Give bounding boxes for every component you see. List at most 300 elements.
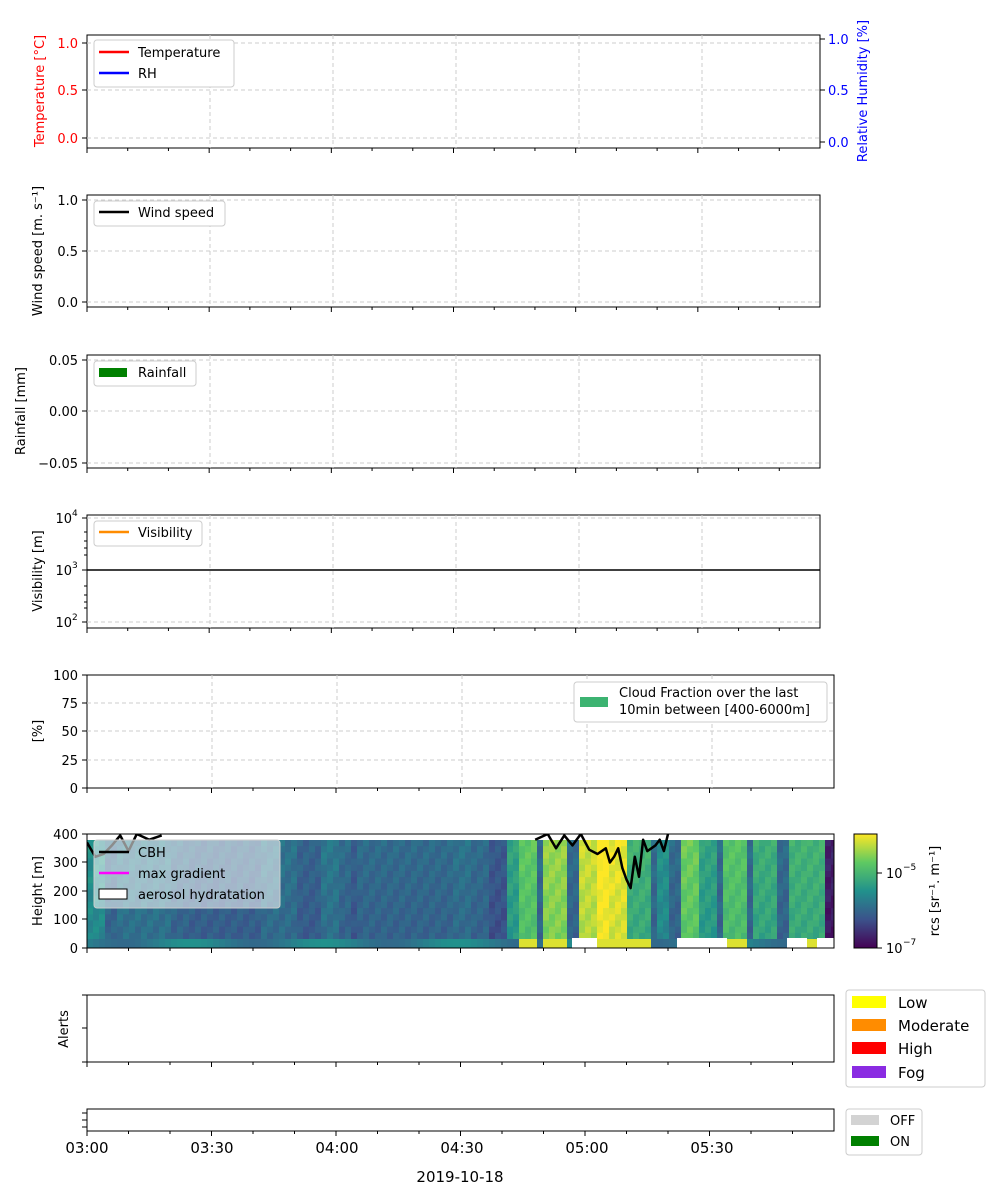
heatmap-cell [357, 914, 364, 921]
heatmap-cell [807, 877, 814, 884]
heatmap-cell [411, 920, 418, 927]
heatmap-cell [687, 927, 694, 934]
heatmap-cell [597, 896, 604, 903]
heatmap-cell [351, 840, 358, 847]
heatmap-cell [543, 871, 550, 878]
aerosol-hydratation-block [677, 938, 727, 948]
heatmap-cell [399, 896, 406, 903]
heatmap-cell [711, 914, 718, 921]
heatmap-cell [255, 914, 262, 921]
heatmap-cell [393, 846, 400, 853]
heatmap-cell [717, 871, 724, 878]
heatmap-cell [765, 846, 772, 853]
heatmap-cell [93, 914, 100, 921]
heatmap-cell [705, 896, 712, 903]
heatmap-cell [825, 896, 832, 903]
colorbar-tick-exponent: −7 [903, 938, 917, 948]
heatmap-cell [369, 852, 376, 859]
heatmap-cell [537, 883, 544, 890]
heatmap-cell [705, 902, 712, 909]
heatmap-cell [639, 914, 646, 921]
heatmap-cell [555, 871, 562, 878]
heatmap-cell [579, 871, 586, 878]
colorbar-tick-label: 10 [886, 867, 903, 882]
heatmap-cell [789, 883, 796, 890]
heatmap-cell [699, 883, 706, 890]
heatmap-cell [765, 933, 772, 940]
heatmap-cell [807, 846, 814, 853]
visibility-tick-label: 10 [55, 564, 72, 579]
heatmap-cell [747, 877, 754, 884]
heatmap-cell [297, 877, 304, 884]
heatmap-cell [447, 840, 454, 847]
heatmap-cell [351, 846, 358, 853]
heatmap-cell [273, 927, 280, 934]
heatmap-cell [393, 927, 400, 934]
heatmap-cell [447, 890, 454, 897]
panel-status-frame [87, 1109, 834, 1131]
heatmap-cell [303, 852, 310, 859]
heatmap-cell [159, 933, 166, 940]
cloud-fraction-tick-label: 75 [61, 697, 78, 712]
heatmap-cell [447, 883, 454, 890]
heatmap-cell [585, 883, 592, 890]
heatmap-cell [519, 933, 526, 940]
heatmap-cell [597, 939, 604, 948]
heatmap-cell [519, 927, 526, 934]
heatmap-cell [561, 920, 568, 927]
heatmap-cell [525, 908, 532, 915]
heatmap-cell [807, 896, 814, 903]
heatmap-cell [807, 920, 814, 927]
heatmap-cell [753, 908, 760, 915]
heatmap-cell [579, 846, 586, 853]
heatmap-cell [705, 846, 712, 853]
heatmap-cell [645, 927, 652, 934]
heatmap-cell [609, 914, 616, 921]
heatmap-cell [129, 914, 136, 921]
heatmap-cell [345, 933, 352, 940]
heatmap-cell [261, 939, 268, 948]
heatmap-cell [471, 859, 478, 866]
heatmap-cell [87, 927, 94, 934]
heatmap-cell [771, 859, 778, 866]
heatmap-cell [747, 883, 754, 890]
heatmap-cell [87, 933, 94, 940]
heatmap-cell [765, 908, 772, 915]
heatmap-cell [591, 902, 598, 909]
heatmap-cell [705, 865, 712, 872]
heatmap-cell [495, 883, 502, 890]
heatmap-cell [693, 883, 700, 890]
heatmap-cell [141, 914, 148, 921]
heatmap-cell [597, 877, 604, 884]
heatmap-cell [747, 908, 754, 915]
heatmap-cell [297, 902, 304, 909]
heatmap-cell [729, 871, 736, 878]
heatmap-cell [531, 896, 538, 903]
heatmap-cell [471, 908, 478, 915]
heatmap-cell [435, 927, 442, 934]
heatmap-cell [285, 908, 292, 915]
heatmap-cell [765, 852, 772, 859]
heatmap-cell [693, 896, 700, 903]
heatmap-cell [669, 902, 676, 909]
heatmap-cell [291, 908, 298, 915]
heatmap-cell [363, 852, 370, 859]
heatmap-cell [807, 914, 814, 921]
heatmap-cell [117, 914, 124, 921]
heatmap-cell [795, 877, 802, 884]
heatmap-cell [399, 877, 406, 884]
heatmap-cell [129, 933, 136, 940]
heatmap-cell [675, 871, 682, 878]
heatmap-cell [327, 890, 334, 897]
heatmap-cell [531, 859, 538, 866]
heatmap-cell [459, 865, 466, 872]
heatmap-cell [351, 933, 358, 940]
heatmap-cell [117, 908, 124, 915]
heatmap-cell [369, 840, 376, 847]
heatmap-cell [483, 859, 490, 866]
legend-cloud-fraction-swatch [580, 697, 608, 707]
heatmap-cell [603, 933, 610, 940]
heatmap-cell [363, 902, 370, 909]
heatmap-cell [531, 908, 538, 915]
heatmap-cell [459, 877, 466, 884]
heatmap-cell [675, 859, 682, 866]
heatmap-cell [309, 939, 316, 948]
heatmap-cell [555, 908, 562, 915]
heatmap-cell [693, 859, 700, 866]
heatmap-cell [591, 883, 598, 890]
heatmap-cell [699, 859, 706, 866]
heatmap-cell [741, 908, 748, 915]
heatmap-cell [597, 933, 604, 940]
heatmap-cell [453, 846, 460, 853]
heatmap-cell [513, 883, 520, 890]
heatmap-cell [519, 877, 526, 884]
heatmap-cell [99, 939, 106, 948]
heatmap-cell [309, 865, 316, 872]
heatmap-cell [477, 859, 484, 866]
heatmap-cell [99, 908, 106, 915]
heatmap-cell [537, 914, 544, 921]
heatmap-cell [789, 846, 796, 853]
heatmap-cell [675, 846, 682, 853]
heatmap-cell [471, 902, 478, 909]
heatmap-cell [381, 927, 388, 934]
heatmap-cell [807, 908, 814, 915]
heatmap-cell [339, 840, 346, 847]
rh-tick-label: 0.0 [828, 136, 849, 151]
heatmap-cell [483, 939, 490, 948]
legend-rain-label: Rainfall [138, 366, 187, 381]
visibility-tick-label: 10 [55, 616, 72, 631]
heatmap-cell [567, 852, 574, 859]
heatmap-cell [729, 865, 736, 872]
heatmap-cell [219, 927, 226, 934]
heatmap-cell [423, 883, 430, 890]
heatmap-cell [489, 877, 496, 884]
heatmap-cell [819, 871, 826, 878]
heatmap-cell [663, 902, 670, 909]
heatmap-cell [165, 908, 172, 915]
heatmap-cell [693, 914, 700, 921]
heatmap-cell [399, 933, 406, 940]
heatmap-cell [291, 890, 298, 897]
heatmap-cell [771, 877, 778, 884]
heatmap-cell [699, 896, 706, 903]
heatmap-cell [753, 933, 760, 940]
heatmap-cell [381, 859, 388, 866]
heatmap-cell [669, 927, 676, 934]
heatmap-cell [183, 914, 190, 921]
heatmap-cell [645, 908, 652, 915]
heatmap-cell [753, 920, 760, 927]
heatmap-cell [321, 852, 328, 859]
heatmap-cell [729, 896, 736, 903]
heatmap-cell [723, 902, 730, 909]
heatmap-cell [363, 908, 370, 915]
heatmap-cell [327, 939, 334, 948]
heatmap-cell [333, 914, 340, 921]
heatmap-cell [387, 927, 394, 934]
heatmap-cell [309, 914, 316, 921]
heatmap-cell [627, 890, 634, 897]
heatmap-cell [561, 896, 568, 903]
heatmap-cell [471, 933, 478, 940]
heatmap-cell [237, 939, 244, 948]
heatmap-cell [801, 871, 808, 878]
heatmap-cell [159, 914, 166, 921]
heatmap-cell [447, 908, 454, 915]
heatmap-cell [285, 939, 292, 948]
heatmap-cell [411, 840, 418, 847]
heatmap-cell [711, 840, 718, 847]
heatmap-cell [489, 920, 496, 927]
heatmap-cell [333, 939, 340, 948]
heatmap-cell [699, 902, 706, 909]
heatmap-cell [165, 920, 172, 927]
heatmap-cell [201, 927, 208, 934]
heatmap-cell [231, 920, 238, 927]
heatmap-cell [453, 933, 460, 940]
heatmap-cell [675, 927, 682, 934]
heatmap-cell [309, 927, 316, 934]
heatmap-cell [435, 852, 442, 859]
rh-axis-label: Relative Humidity [%] [856, 19, 871, 163]
heatmap-cell [741, 865, 748, 872]
heatmap-cell [477, 865, 484, 872]
heatmap-nodata [87, 834, 834, 840]
heatmap-cell [735, 914, 742, 921]
legend-cloud-fraction-label-line2: 10min between [400-6000m] [619, 703, 810, 718]
heatmap-cell [351, 927, 358, 934]
heatmap-cell [387, 883, 394, 890]
heatmap-cell [459, 883, 466, 890]
heatmap-cell [309, 933, 316, 940]
heatmap-cell [123, 927, 130, 934]
heatmap-cell [513, 920, 520, 927]
heatmap-cell [387, 840, 394, 847]
heatmap-cell [351, 877, 358, 884]
heatmap-cell [663, 865, 670, 872]
heatmap-cell [585, 865, 592, 872]
heatmap-cell [465, 890, 472, 897]
heatmap-cell [129, 908, 136, 915]
heatmap-cell [285, 877, 292, 884]
heatmap-cell [483, 846, 490, 853]
legend-wind [94, 201, 225, 226]
heatmap-cell [327, 865, 334, 872]
heatmap-cell [399, 840, 406, 847]
heatmap-cell [693, 920, 700, 927]
heatmap-cell [555, 939, 562, 948]
heatmap-cell [285, 890, 292, 897]
heatmap-cell [111, 939, 118, 948]
heatmap-cell [777, 933, 784, 940]
heatmap-cell [639, 933, 646, 940]
heatmap-cell [495, 908, 502, 915]
heatmap-cell [375, 914, 382, 921]
heatmap-cell [729, 920, 736, 927]
heatmap-cell [459, 840, 466, 847]
heatmap-cell [741, 896, 748, 903]
heatmap-cell [303, 908, 310, 915]
heatmap-cell [519, 852, 526, 859]
heatmap-cell [717, 877, 724, 884]
heatmap-cell [291, 902, 298, 909]
heatmap-cell [489, 896, 496, 903]
visibility-tick-label: 10 [55, 512, 72, 527]
heatmap-cell [237, 933, 244, 940]
heatmap-cell [603, 877, 610, 884]
height-tick-label: 400 [53, 828, 78, 843]
heatmap-cell [339, 939, 346, 948]
heatmap-cell [417, 920, 424, 927]
heatmap-cell [693, 908, 700, 915]
heatmap-cell [219, 920, 226, 927]
heatmap-cell [651, 890, 658, 897]
heatmap-cell [513, 871, 520, 878]
heatmap-cell [669, 883, 676, 890]
heatmap-cell [639, 920, 646, 927]
heatmap-cell [393, 859, 400, 866]
heatmap-cell [627, 927, 634, 934]
heatmap-cell [321, 877, 328, 884]
heatmap-cell [651, 883, 658, 890]
heatmap-cell [327, 883, 334, 890]
legend-fog-label: Fog [898, 1064, 925, 1082]
heatmap-cell [819, 852, 826, 859]
heatmap-cell [537, 865, 544, 872]
heatmap-cell [657, 883, 664, 890]
heatmap-cell [411, 902, 418, 909]
heatmap-cell [489, 927, 496, 934]
heatmap-cell [483, 852, 490, 859]
heatmap-cell [291, 859, 298, 866]
heatmap-cell [819, 883, 826, 890]
heatmap-cell [789, 908, 796, 915]
heatmap-cell [183, 908, 190, 915]
heatmap-cell [579, 852, 586, 859]
heatmap-cell [477, 902, 484, 909]
heatmap-cell [723, 883, 730, 890]
heatmap-cell [231, 908, 238, 915]
heatmap-cell [543, 840, 550, 847]
heatmap-cell [327, 920, 334, 927]
heatmap-cell [495, 890, 502, 897]
heatmap-cell [507, 933, 514, 940]
heatmap-cell [585, 859, 592, 866]
heatmap-cell [465, 877, 472, 884]
heatmap-cell [399, 846, 406, 853]
heatmap-cell [549, 871, 556, 878]
heatmap-cell [207, 914, 214, 921]
heatmap-cell [651, 865, 658, 872]
heatmap-cell [549, 877, 556, 884]
heatmap-cell [309, 908, 316, 915]
heatmap-cell [381, 865, 388, 872]
heatmap-cell [489, 883, 496, 890]
visibility-axis-label: Visibility [m] [31, 530, 46, 612]
heatmap-cell [585, 908, 592, 915]
heatmap-cell [207, 927, 214, 934]
heatmap-cell [321, 914, 328, 921]
heatmap-cell [429, 890, 436, 897]
heatmap-cell [777, 852, 784, 859]
heatmap-cell [609, 871, 616, 878]
heatmap-cell [777, 865, 784, 872]
heatmap-cell [801, 927, 808, 934]
heatmap-cell [423, 865, 430, 872]
x-tick-label: 04:30 [440, 1139, 484, 1157]
heatmap-cell [345, 920, 352, 927]
heatmap-cell [729, 902, 736, 909]
heatmap-cell [153, 933, 160, 940]
heatmap-cell [711, 883, 718, 890]
heatmap-cell [645, 852, 652, 859]
heatmap-cell [183, 939, 190, 948]
heatmap-cell [351, 865, 358, 872]
heatmap-cell [357, 840, 364, 847]
heatmap-cell [537, 933, 544, 940]
heatmap-cell [495, 852, 502, 859]
heatmap-cell [87, 890, 94, 897]
heatmap-cell [801, 846, 808, 853]
heatmap-cell [243, 939, 250, 948]
heatmap-cell [567, 927, 574, 934]
heatmap-cell [375, 896, 382, 903]
heatmap-cell [825, 914, 832, 921]
heatmap-cell [273, 920, 280, 927]
heatmap-cell [357, 908, 364, 915]
heatmap-cell [249, 914, 256, 921]
heatmap-cell [759, 933, 766, 940]
heatmap-cell [453, 927, 460, 934]
heatmap-cell [699, 890, 706, 897]
heatmap-cell [333, 871, 340, 878]
heatmap-cell [399, 914, 406, 921]
heatmap-cell [615, 902, 622, 909]
heatmap-cell [231, 939, 238, 948]
heatmap-cell [501, 939, 508, 948]
heatmap-cell [825, 890, 832, 897]
heatmap-cell [417, 902, 424, 909]
heatmap-cell [345, 865, 352, 872]
heatmap-cell [333, 859, 340, 866]
